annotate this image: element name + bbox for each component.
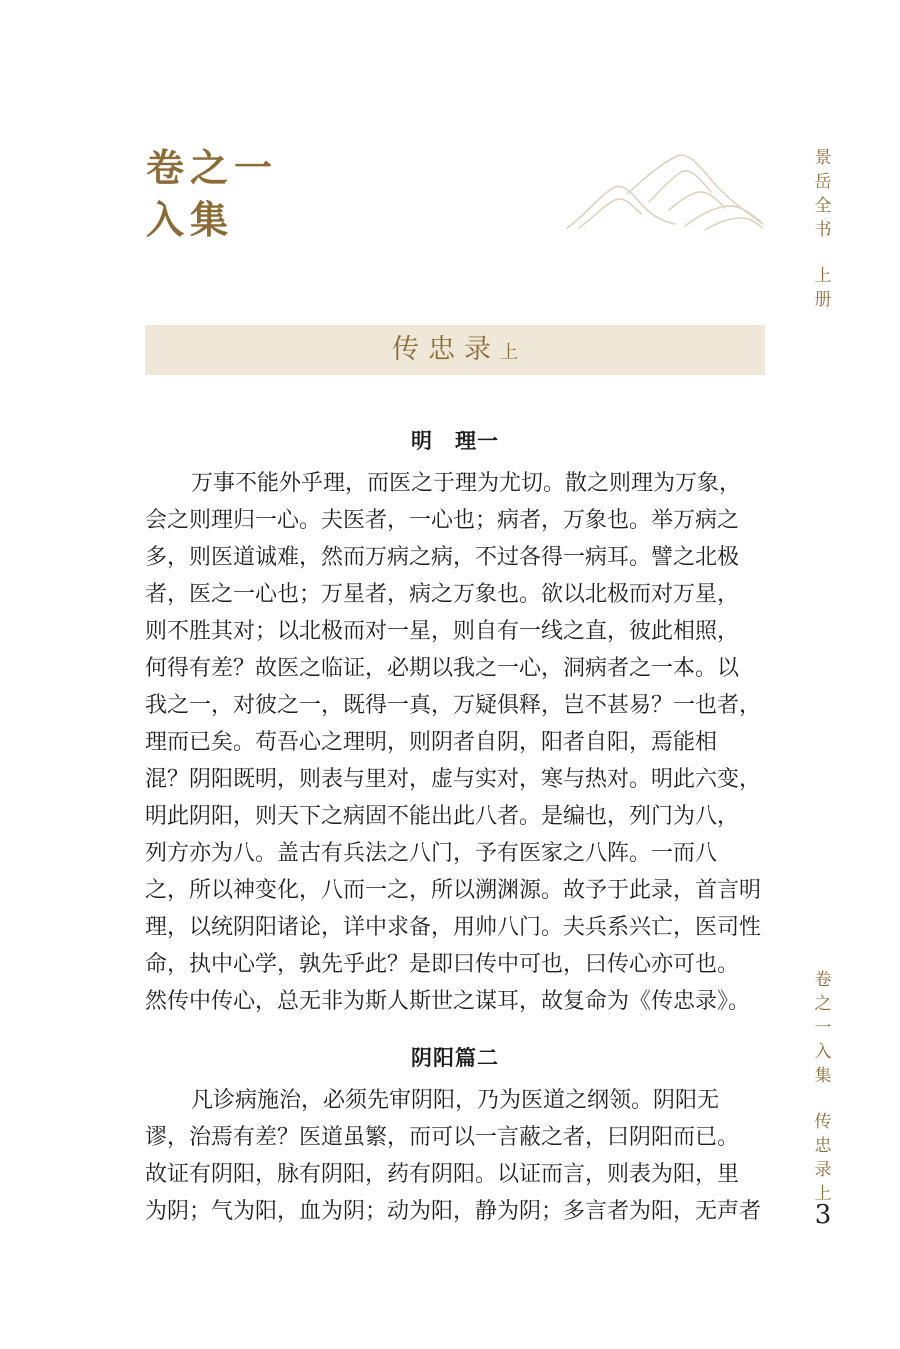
- side-char: 入: [814, 1042, 832, 1062]
- volume-title: [146, 142, 278, 246]
- text-line: 我之一，对彼之一，既得一真，万疑俱释，岂不甚易？一也者，: [145, 693, 762, 718]
- side-char: 传: [814, 1112, 832, 1132]
- section-heading-2: 阴阳篇二: [411, 1045, 499, 1070]
- text-line: 混？阴阳既明，则表与里对，虚与实对，寒与热对。明此六变，: [145, 767, 762, 792]
- text-line: 谬，治焉有差？医道虽繁，而可以一言蔽之者，曰阴阳而已。: [145, 1125, 740, 1150]
- chapter-banner: [145, 325, 765, 375]
- side-char: 上: [814, 266, 832, 286]
- side-char: 全: [814, 196, 832, 216]
- text-line: 之，所以神变化，八而一之，所以溯渊源。故予于此录，首言明: [145, 878, 762, 903]
- text-line: 则不胜其对；以北极而对一星，则自有一线之直，彼此相照，: [145, 619, 740, 644]
- side-char: 岳: [814, 172, 832, 192]
- chapter-title-suffix: 上: [500, 342, 518, 363]
- volume-title-line2: 入集: [146, 197, 235, 242]
- text-line: 万事不能外乎理，而医之于理为尤切。散之则理为万象，: [191, 471, 742, 496]
- side-book-title: [808, 146, 838, 312]
- text-line: 列方亦为八。盖古有兵法之八门，予有医家之八阵。一而八: [145, 841, 718, 866]
- side-char: 上: [814, 1184, 832, 1204]
- side-char: 集: [814, 1066, 832, 1086]
- text-line: 命，执中心学，孰先乎此？是即曰传中可也，曰传心亦可也。: [145, 952, 740, 977]
- side-char: 册: [814, 290, 832, 310]
- volume-title-line1: 卷之一: [146, 145, 279, 190]
- text-line: 者，医之一心也；万星者，病之万象也。欲以北极而对万星，: [145, 582, 740, 607]
- text-line: 会之则理归一心。夫医者，一心也；病者，万象也。举万病之: [145, 508, 740, 533]
- text-line: 理而已矣。苟吾心之理明，则阴者自阴，阳者自阳，焉能相: [145, 730, 718, 755]
- side-char: 忠: [814, 1136, 832, 1156]
- side-char: 卷: [814, 970, 832, 990]
- side-char: 之: [814, 994, 832, 1014]
- text-line: 为阴；气为阳，血为阴；动为阳，静为阴；多言者为阳，无声者: [145, 1199, 762, 1224]
- side-char: 景: [814, 148, 832, 168]
- text-line: 多，则医道诚难，然而万病之病，不过各得一病耳。譬之北极: [145, 545, 740, 570]
- text-line: 何得有差？故医之临证，必期以我之一心，洞病者之一本。以: [145, 656, 740, 681]
- side-char: 录: [814, 1160, 832, 1180]
- side-chapter-title: [808, 968, 838, 1206]
- side-char: 书: [814, 220, 832, 240]
- section-2-body: [145, 1082, 765, 1230]
- text-line: 故证有阴阳，脉有阴阳，药有阴阳。以证而言，则表为阳，里: [145, 1162, 740, 1187]
- text-line: 凡诊病施治，必须先审阴阳，乃为医道之纲领。阴阳无: [191, 1088, 720, 1113]
- text-line: 然传中传心，总无非为斯人斯世之谋耳，故复命为《传忠录》。: [145, 989, 751, 1014]
- text-line: 理，以统阴阳诸论，详中求备，用帅八门。夫兵系兴亡，医司性: [145, 915, 762, 940]
- text-line: 明此阴阳，则天下之病固不能出此八者。是编也，列门为八，: [145, 804, 740, 829]
- page-number: 3: [814, 1200, 832, 1230]
- mountain-decoration-icon: [565, 150, 765, 235]
- chapter-title: 传忠录: [392, 334, 500, 365]
- side-char: 一: [814, 1018, 832, 1038]
- section-1-body: [145, 465, 765, 1020]
- section-heading-1: 明 理一: [411, 428, 499, 453]
